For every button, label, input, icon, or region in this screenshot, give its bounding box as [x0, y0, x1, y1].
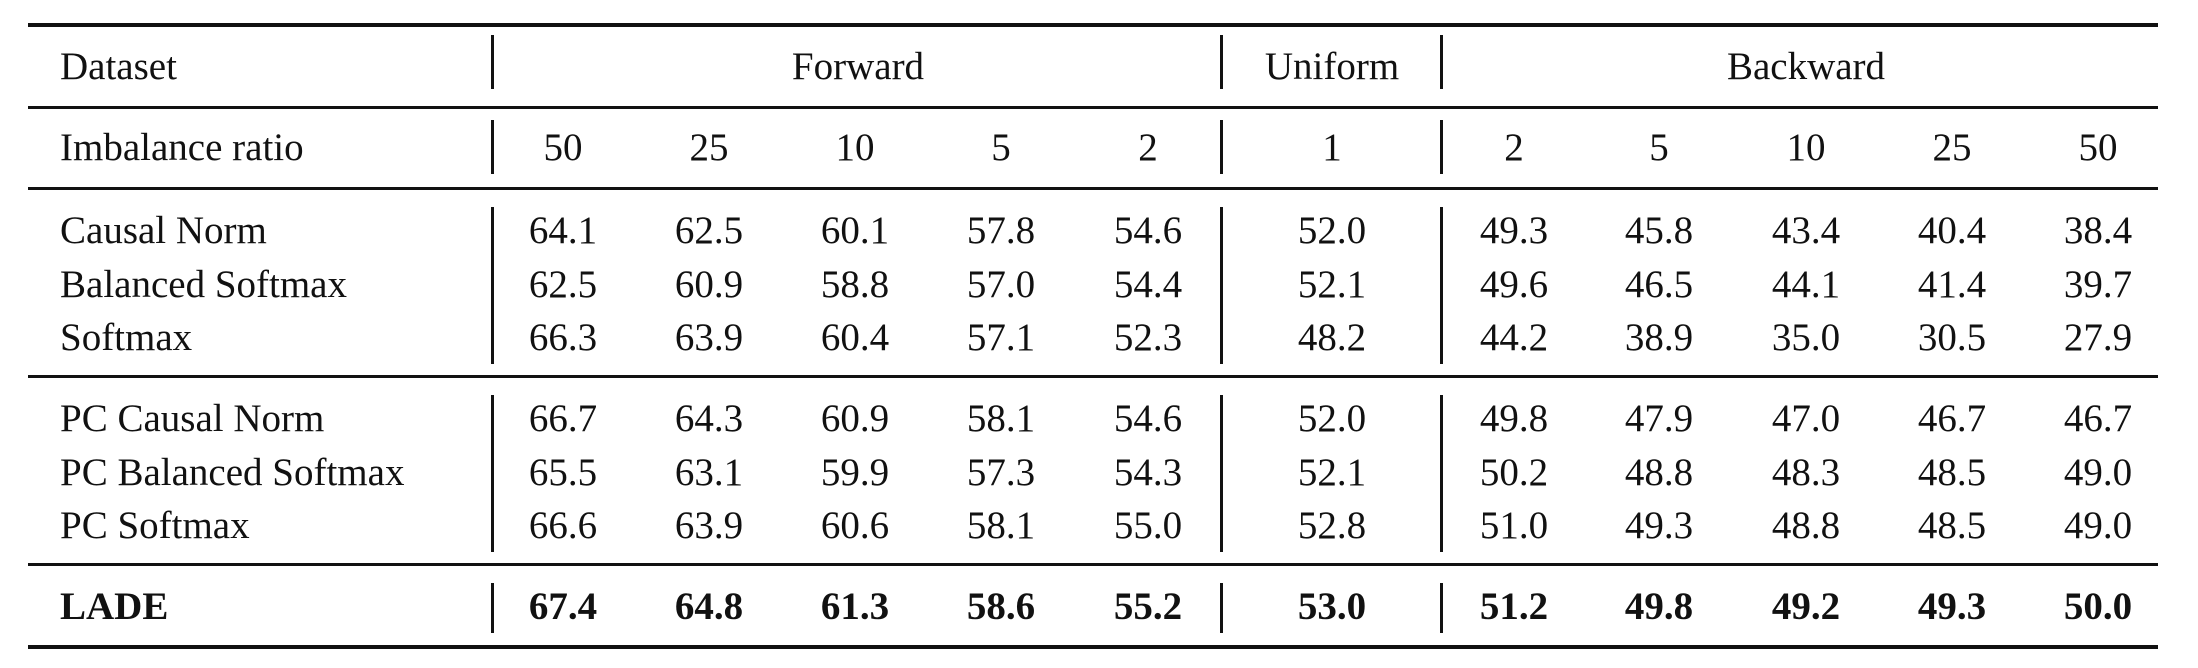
result-value: 49.8 [1624, 585, 1694, 628]
result-value: 54.6 [1113, 397, 1183, 440]
section-divider [1440, 207, 1443, 364]
result-value: 52.0 [1297, 397, 1367, 440]
result-value: 52.3 [1113, 316, 1183, 359]
result-value: 40.4 [1917, 209, 1987, 252]
method-label: LADE [60, 585, 169, 628]
result-value: 51.0 [1479, 504, 1549, 547]
result-value: 45.8 [1624, 209, 1694, 252]
group-header-uniform: Uniform [1264, 45, 1400, 88]
bottom-rule [28, 645, 2158, 649]
ratio-value: 50 [543, 126, 583, 169]
result-value: 57.3 [966, 450, 1036, 494]
result-value: 60.4 [820, 316, 890, 359]
ratio-value: 1 [1322, 126, 1342, 169]
section-divider [1440, 583, 1443, 633]
result-value: 48.8 [1624, 450, 1694, 494]
top-rule [28, 23, 2158, 27]
result-value: 58.1 [966, 397, 1036, 440]
result-value: 27.9 [2063, 316, 2133, 359]
result-value: 47.9 [1624, 397, 1694, 440]
method-label: PC Causal Norm [60, 397, 325, 440]
method-label: PC Softmax [60, 504, 250, 547]
section-rule-2 [28, 563, 2158, 566]
ratio-value: 2 [1138, 126, 1158, 169]
method-label: Softmax [60, 316, 193, 359]
result-value: 62.5 [528, 262, 598, 306]
result-value: 49.3 [1624, 504, 1694, 547]
header-divider [1440, 35, 1443, 89]
result-value: 66.3 [528, 316, 598, 359]
dataset-header: Dataset [60, 45, 177, 88]
result-value: 53.0 [1297, 585, 1367, 628]
result-value: 62.5 [674, 209, 744, 252]
ratio-rule [28, 187, 2158, 190]
result-value: 66.7 [528, 397, 598, 440]
result-value: 52.1 [1297, 450, 1367, 494]
result-value: 38.4 [2063, 209, 2133, 252]
ratio-value: 5 [991, 126, 1011, 169]
header-rule [28, 106, 2158, 109]
group-header-backward: Backward [1726, 45, 1886, 88]
result-value: 46.7 [2063, 397, 2133, 440]
result-value: 48.8 [1771, 504, 1841, 547]
result-value: 61.3 [820, 585, 890, 628]
result-value: 54.4 [1113, 262, 1183, 306]
result-value: 52.0 [1297, 209, 1367, 252]
result-value: 67.4 [528, 585, 598, 628]
section-divider [1220, 583, 1223, 633]
method-label: PC Balanced Softmax [60, 450, 405, 494]
section-rule-1 [28, 375, 2158, 378]
ratio-value: 10 [835, 126, 875, 169]
ratio-value: 25 [1932, 126, 1972, 169]
result-value: 49.0 [2063, 450, 2133, 494]
header-divider [491, 35, 494, 89]
result-value: 57.1 [966, 316, 1036, 359]
ratio-value: 2 [1504, 126, 1524, 169]
result-value: 52.8 [1297, 504, 1367, 547]
result-value: 58.6 [966, 585, 1036, 628]
ratio-divider [1440, 120, 1443, 174]
result-value: 57.8 [966, 209, 1036, 252]
result-value: 60.9 [674, 262, 744, 306]
result-value: 47.0 [1771, 397, 1841, 440]
section-divider [1220, 207, 1223, 364]
result-value: 49.6 [1479, 262, 1549, 306]
result-value: 54.6 [1113, 209, 1183, 252]
result-value: 65.5 [528, 450, 598, 494]
result-value: 58.8 [820, 262, 890, 306]
method-label: Balanced Softmax [60, 262, 347, 306]
result-value: 46.5 [1624, 262, 1694, 306]
result-value: 50.2 [1479, 450, 1549, 494]
ratio-value: 10 [1786, 126, 1826, 169]
result-value: 48.5 [1917, 504, 1987, 547]
ratio-row-label: Imbalance ratio [60, 126, 304, 169]
result-value: 44.1 [1771, 262, 1841, 306]
result-value: 63.1 [674, 450, 744, 494]
result-value: 44.2 [1479, 316, 1549, 359]
result-value: 54.3 [1113, 450, 1183, 494]
result-value: 64.1 [528, 209, 598, 252]
result-value: 59.9 [820, 450, 890, 494]
result-value: 60.9 [820, 397, 890, 440]
result-value: 64.8 [674, 585, 744, 628]
result-value: 49.2 [1771, 585, 1841, 628]
result-value: 66.6 [528, 504, 598, 547]
section-divider [1220, 395, 1223, 552]
result-value: 43.4 [1771, 209, 1841, 252]
ratio-divider [1220, 120, 1223, 174]
result-value: 48.5 [1917, 450, 1987, 494]
group-header-forward: Forward [791, 45, 925, 88]
result-value: 52.1 [1297, 262, 1367, 306]
header-divider [1220, 35, 1223, 89]
result-value: 49.8 [1479, 397, 1549, 440]
result-value: 51.2 [1479, 585, 1549, 628]
results-table [28, 23, 2158, 653]
result-value: 49.0 [2063, 504, 2133, 547]
result-value: 35.0 [1771, 316, 1841, 359]
result-value: 49.3 [1917, 585, 1987, 628]
result-value: 49.3 [1479, 209, 1549, 252]
result-value: 50.0 [2063, 585, 2133, 628]
result-value: 58.1 [966, 504, 1036, 547]
result-value: 46.7 [1917, 397, 1987, 440]
result-value: 41.4 [1917, 262, 1987, 306]
result-value: 48.3 [1771, 450, 1841, 494]
ratio-value: 5 [1649, 126, 1669, 169]
ratio-value: 50 [2078, 126, 2118, 169]
result-value: 64.3 [674, 397, 744, 440]
result-value: 38.9 [1624, 316, 1694, 359]
section-divider [1440, 395, 1443, 552]
result-value: 48.2 [1297, 316, 1367, 359]
result-value: 55.2 [1113, 585, 1183, 628]
method-label: Causal Norm [60, 209, 267, 252]
result-value: 55.0 [1113, 504, 1183, 547]
result-value: 60.6 [820, 504, 890, 547]
result-value: 57.0 [966, 262, 1036, 306]
ratio-value: 25 [689, 126, 729, 169]
result-value: 39.7 [2063, 262, 2133, 306]
result-value: 63.9 [674, 316, 744, 359]
result-value: 30.5 [1917, 316, 1987, 359]
result-value: 60.1 [820, 209, 890, 252]
result-value: 63.9 [674, 504, 744, 547]
